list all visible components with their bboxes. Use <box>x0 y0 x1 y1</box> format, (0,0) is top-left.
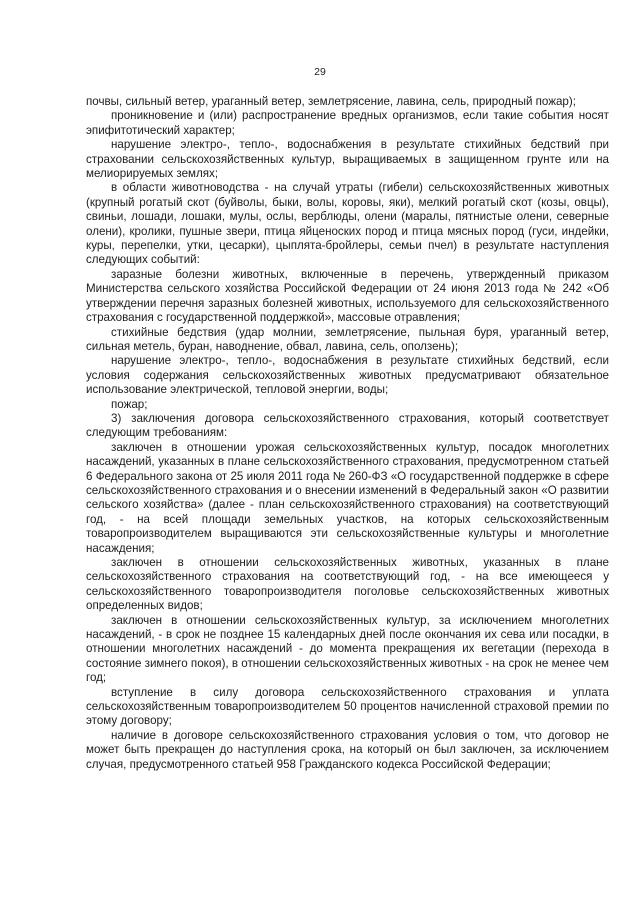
paragraph-contract-effect: вступление в силу договора сельскохозяйственного страхования и уплата сельскохозяйственным товаропроизводителем 50 процентов начисленной страховой премии по этому договору; <box>86 685 609 728</box>
paragraph-contract-termination: наличие в договоре сельскохозяйственного страхования условия о том, что договор не может быть прекращен до наступления срока, на который он был заключен, за исключением случая, предусмотренного статьей 958 Гражданского кодекса Российской Федерации; <box>86 728 609 771</box>
page-number: 29 <box>314 66 326 78</box>
paragraph-natural-disasters: стихийные бедствия (удар молнии, землетрясение, пыльная буря, ураганный ветер, сильная метель, буран, наводнение, обвал, лавина, сель, оползень); <box>86 325 609 353</box>
paragraph-crops-contract: заключен в отношении урожая сельскохозяйственных культур, посадок многолетних насаждений, указанных в плане сельскохозяйственного страхования, предусмотренном статьей 6 Федерального закона от 25 июля 2011 года № 260-ФЗ «О государственной поддержке в сфере сельскохозяйственного страхования и о внесении изменений в Федеральный закон «О развитии сельского хозяйства» (далее - план сельскохозяйственного страхования) на соответствующий год, - на всей площади земельных участков, на которых сельскохозяйственным товаропроизводителем выращиваются эти сельскохозяйственные культуры и многолетние насаждения; <box>86 440 609 555</box>
paragraph-continuation: почвы, сильный ветер, ураганный ветер, землетрясение, лавина, сель, природный пожар); <box>86 95 576 108</box>
paragraph-utilities-livestock: нарушение электро-, тепло-, водоснабжения в результате стихийных бедствий, если условия содержания сельскохозяйственных животных предусматривают обязательное использование электрической, тепловой энергии, воды; <box>86 354 609 397</box>
paragraph-livestock-contract: заключен в отношении сельскохозяйственных животных, указанных в плане сельскохозяйственного страхования на соответствующий год, - на все имеющееся у сельскохозяйственного товаропроизводителя поголовье сельскохозяйственных животных определенных видов; <box>86 556 609 613</box>
document-body <box>86 95 609 772</box>
paragraph-contract-requirements: 3) заключения договора сельскохозяйственного страхования, который соответствует следующим требованиям: <box>86 411 609 440</box>
paragraph-livestock: в области животноводства - на случай утраты (гибели) сельскохозяйственных животных (крупный рогатый скот (буйволы, быки, волы, коровы, яки), мелкий рогатый скот (козы, овцы), свиньи, лошади, лошаки, мулы, ослы, верблюды, олени (маралы, пятнистые олени, северные олени), кролики, пушные звери, птица яйценоских пород и птица мясных пород (гуси, индейки, куры, перепелки, утки, цесарки), цыплята-бройлеры, семьи пчел) в результате наступления следующих событий: <box>86 181 609 267</box>
paragraph-harmful-organisms: проникновение и (или) распространение вредных организмов, если такие события носят эпифитотический характер; <box>86 109 609 137</box>
paragraph-contract-deadline: заключен в отношении сельскохозяйственных культур, за исключением многолетних насаждений, - в срок не позднее 15 календарных дней после окончания их сева или посадки, в отношении многолетних насаждений - до момента прекращения их вегетации (перехода в состояние зимнего покоя), в отношении сельскохозяйственных животных - на срок не менее чем год; <box>86 613 609 685</box>
paragraph-utilities-crops: нарушение электро-, тепло-, водоснабжения в результате стихийных бедствий при страховании сельскохозяйственных культур, выращиваемых в защищенном грунте или на мелиорируемых землях; <box>86 138 609 181</box>
paragraph-fire: пожар; <box>111 397 148 411</box>
paragraph-infectious-diseases: заразные болезни животных, включенные в перечень, утвержденный приказом Министерства сельского хозяйства Российской Федерации от 24 июня 2013 года № 242 «Об утверждении перечня заразных болезней животных, используемого для сельскохозяйственного страхования с государственной поддержкой», массовые отравления; <box>86 267 609 325</box>
